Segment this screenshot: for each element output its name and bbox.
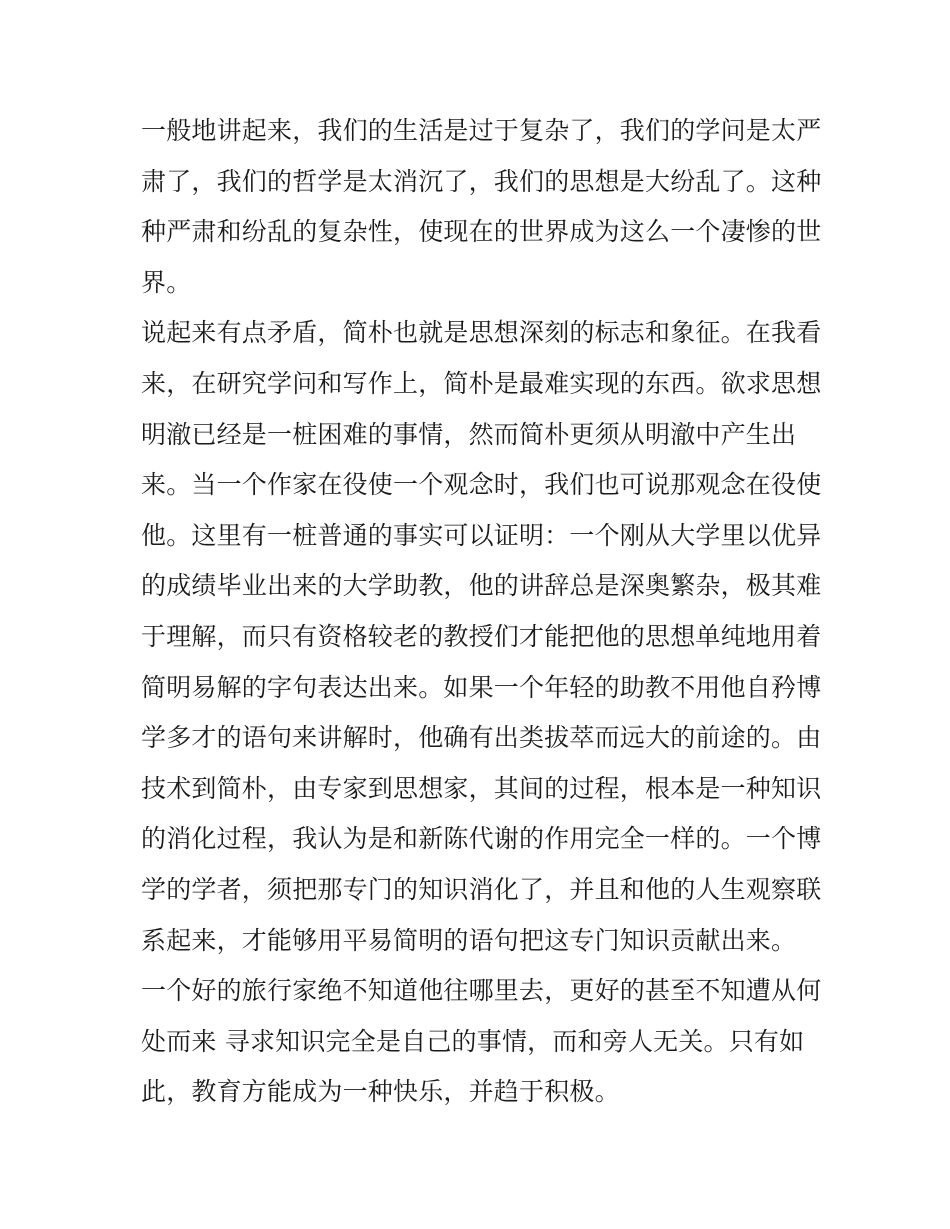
text-line: 的消化过程，我认为是和新陈代谢的作用完全一样的。一个博 — [141, 824, 822, 854]
document-body — [141, 106, 821, 1118]
text-line: 此，教育方能成为一种快乐，并趋于积极。 — [141, 1077, 620, 1107]
text-line: 明澈已经是一桩困难的事情，然而简朴更须从明澈中产生出 — [141, 419, 797, 449]
text-line: 的成绩毕业出来的大学助教，他的讲辞总是深奥繁杂，极其难 — [141, 571, 822, 601]
paragraph-traveler — [141, 966, 821, 1118]
text-line: 处而来 寻求知识完全是自己的事情，而和旁人无关。只有如 — [141, 1026, 805, 1056]
paragraph-simplicity — [141, 308, 821, 966]
text-line: 学多才的语句来讲解时，他确有出类拔萃而远大的前途的。由 — [141, 723, 822, 753]
text-line: 来。当一个作家在役使一个观念时，我们也可说那观念在役使 — [141, 470, 822, 500]
text-line: 来，在研究学问和写作上，简朴是最难实现的东西。欲求思想 — [141, 368, 822, 398]
text-line: 界。 — [141, 267, 192, 297]
text-line: 于理解，而只有资格较老的教授们才能把他的思想单纯地用着 — [141, 621, 822, 651]
text-line: 简明易解的字句表达出来。如果一个年轻的助教不用他自矜博 — [141, 672, 822, 702]
text-line: 种严肃和纷乱的复杂性，使现在的世界成为这么一个凄惨的世 — [141, 217, 822, 247]
text-line: 系起来，才能够用平易简明的语句把这专门知识贡献出来。 — [141, 925, 797, 955]
text-line: 他。这里有一桩普通的事实可以证明：一个刚从大学里以优异 — [141, 520, 822, 550]
text-line: 学的学者，须把那专门的知识消化了，并且和他的人生观察联 — [141, 874, 822, 904]
text-line: 说起来有点矛盾，简朴也就是思想深刻的标志和象征。在我看 — [141, 318, 822, 348]
text-line: 一个好的旅行家绝不知道他往哪里去，更好的甚至不知遭从何 — [141, 976, 822, 1006]
paragraph-complexity — [141, 106, 821, 308]
text-line: 一般地讲起来，我们的生活是过于复杂了，我们的学问是太严 — [141, 116, 822, 145]
text-line: 技术到简朴，由专家到思想家，其间的过程，根本是一种知识 — [141, 773, 822, 803]
text-line: 肃了，我们的哲学是太消沉了，我们的思想是大纷乱了。这种 — [141, 166, 822, 196]
